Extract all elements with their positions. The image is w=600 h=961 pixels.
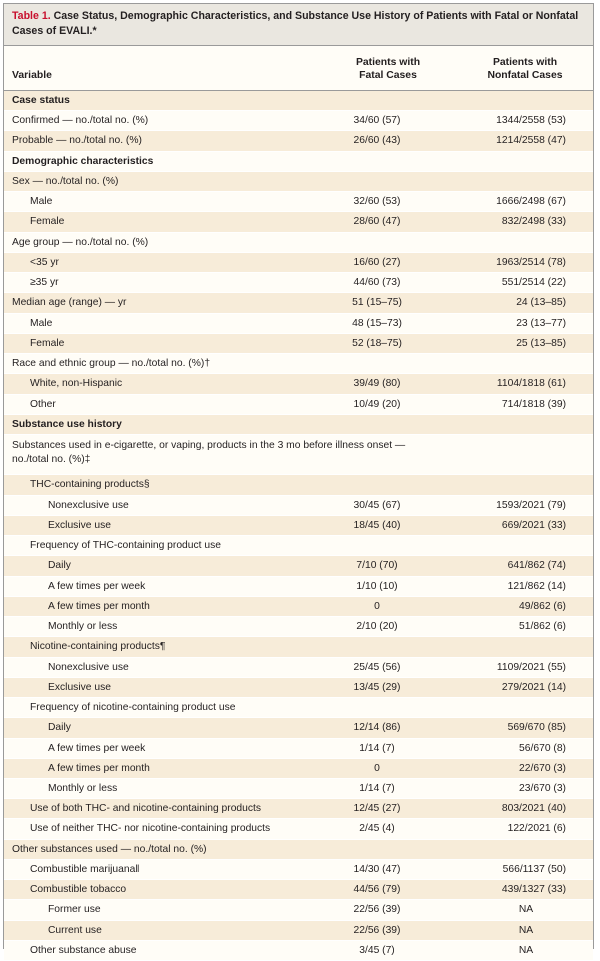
row-nonfatal-value: NA	[518, 904, 534, 916]
row-variable: Substances used in e-cigarette, or vaping, products in the 3 mo before illness onset — no./total no. (%)‡	[12, 439, 406, 465]
row-fatal-value: 22/56 (39)	[353, 924, 401, 936]
table-row	[4, 233, 593, 253]
table-row	[4, 698, 593, 718]
table-row	[4, 860, 593, 880]
table-row	[4, 779, 593, 799]
table-row	[4, 354, 593, 374]
row-variable: Case status	[12, 95, 70, 106]
row-nonfatal-value: 832/2498 (33)	[501, 216, 566, 228]
row-variable: A few times per month	[48, 762, 150, 774]
row-variable: Confirmed — no./total no. (%)	[12, 115, 149, 127]
table-row	[4, 597, 593, 617]
row-fatal-value: 1/14 (7)	[359, 782, 395, 794]
table-row	[4, 739, 593, 759]
table-row	[4, 819, 593, 839]
row-nonfatal-value: 569/670 (85)	[507, 722, 566, 734]
row-fatal-value: 7/10 (70)	[356, 560, 398, 572]
table-row	[4, 293, 593, 313]
table-row	[4, 475, 593, 495]
row-variable: Monthly or less	[48, 782, 118, 794]
row-variable: Frequency of THC-containing product use	[30, 540, 221, 552]
row-variable: Combustible tobacco	[30, 884, 127, 896]
table-row	[4, 840, 593, 860]
row-nonfatal-value: 122/2021 (6)	[507, 823, 566, 835]
row-variable: Exclusive use	[48, 519, 111, 531]
row-variable: Daily	[48, 560, 71, 572]
row-nonfatal-value: NA	[518, 944, 534, 956]
row-fatal-value: 12/14 (86)	[353, 722, 401, 734]
header-fatal-line2: Fatal Cases	[359, 69, 417, 81]
row-nonfatal-value: 1104/1818 (61)	[496, 378, 566, 390]
row-variable: Use of neither THC- nor nicotine-containing products	[30, 823, 271, 835]
table-label: Table 1.	[12, 10, 51, 22]
row-variable: Race and ethnic group — no./total no. (%)†	[12, 358, 211, 370]
row-variable: A few times per month	[48, 600, 150, 612]
row-fatal-value: 12/45 (27)	[353, 803, 401, 815]
row-fatal-value: 32/60 (53)	[353, 196, 401, 208]
row-nonfatal-value: 1344/2558 (53)	[496, 115, 566, 127]
row-nonfatal-value: 1666/2498 (67)	[496, 196, 566, 208]
row-fatal-value: 13/45 (29)	[353, 681, 401, 693]
row-variable: Former use	[48, 904, 101, 916]
row-nonfatal-value: 23/670 (3)	[519, 782, 566, 794]
row-fatal-value: 34/60 (57)	[353, 115, 401, 127]
table-row	[4, 415, 593, 435]
table-row	[4, 152, 593, 172]
row-variable: THC-containing products§	[30, 479, 150, 491]
table-frame	[3, 3, 594, 956]
table-body	[4, 91, 593, 961]
row-variable: Nonexclusive use	[48, 661, 129, 673]
row-variable: Other	[30, 398, 56, 410]
header-nonfatal-line2: Nonfatal Cases	[487, 69, 563, 81]
table-row	[4, 192, 593, 212]
row-nonfatal-value: 566/1137 (50)	[502, 863, 566, 875]
row-fatal-value: 48 (15–73)	[352, 317, 402, 329]
row-variable: Median age (range) — yr	[12, 297, 127, 309]
row-variable: Nonexclusive use	[48, 499, 129, 511]
table-row	[4, 374, 593, 394]
table-row	[4, 577, 593, 597]
row-nonfatal-value: 551/2514 (22)	[501, 277, 566, 289]
row-fatal-value: 16/60 (27)	[353, 256, 401, 268]
header-variable: Variable	[12, 70, 52, 81]
table-row	[4, 880, 593, 900]
row-nonfatal-value: 669/2021 (33)	[501, 519, 566, 531]
row-variable: Female	[30, 337, 65, 349]
row-fatal-value: 28/60 (47)	[353, 216, 401, 228]
table-row	[4, 314, 593, 334]
row-nonfatal-value: 641/862 (74)	[507, 560, 566, 572]
row-nonfatal-value: NA	[518, 924, 534, 936]
table-row	[4, 658, 593, 678]
table-caption: Case Status, Demographic Characteristics, and Substance Use History of Patients with Fatal or Nonfatal Cases of EVALI.*	[12, 10, 579, 37]
table-row	[4, 91, 593, 111]
header-nonfatal	[465, 57, 585, 82]
row-fatal-value: 0	[374, 762, 380, 774]
table-row	[4, 172, 593, 192]
row-fatal-value: 44/56 (79)	[353, 884, 401, 896]
table-row	[4, 395, 593, 415]
row-variable: Frequency of nicotine-containing product use	[30, 702, 236, 714]
row-fatal-value: 10/49 (20)	[353, 398, 401, 410]
table-row	[4, 536, 593, 556]
row-variable: Other substance abuse	[30, 944, 137, 956]
row-nonfatal-value: 439/1327 (33)	[501, 884, 566, 896]
row-variable: Age group — no./total no. (%)	[12, 236, 149, 248]
row-variable: A few times per week	[48, 742, 146, 754]
row-fatal-value: 30/45 (67)	[353, 499, 401, 511]
table-row	[4, 900, 593, 920]
header-fatal-line1: Patients with	[355, 57, 421, 68]
row-nonfatal-value: 56/670 (8)	[519, 742, 566, 754]
table-row	[4, 516, 593, 536]
table-row	[4, 759, 593, 779]
row-variable: <35 yr	[30, 256, 59, 268]
table-header	[4, 47, 593, 91]
row-fatal-value: 22/56 (39)	[353, 904, 401, 916]
row-fatal-value: 39/49 (80)	[353, 378, 401, 390]
row-nonfatal-value: 1109/2021 (55)	[496, 661, 566, 673]
row-variable: Daily	[48, 722, 71, 734]
row-nonfatal-value: 279/2021 (14)	[501, 681, 566, 693]
table-row	[4, 131, 593, 151]
header-fatal	[328, 57, 448, 82]
row-variable: A few times per week	[48, 580, 146, 592]
row-variable: Demographic characteristics	[12, 155, 154, 167]
row-nonfatal-value: 121/862 (14)	[507, 580, 566, 592]
row-nonfatal-value: 1593/2021 (79)	[496, 499, 566, 511]
row-nonfatal-value: 51/862 (6)	[519, 621, 566, 633]
row-nonfatal-value: 49/862 (6)	[519, 600, 566, 612]
row-nonfatal-value: 714/1818 (39)	[501, 398, 566, 410]
row-variable: Sex — no./total no. (%)	[12, 175, 119, 187]
row-variable: Probable — no./total no. (%)	[12, 135, 142, 147]
table-row	[4, 921, 593, 941]
header-nonfatal-line1: Patients with	[492, 57, 558, 68]
table-title	[4, 4, 593, 46]
table-row	[4, 496, 593, 516]
table-row	[4, 253, 593, 273]
table-row	[4, 637, 593, 657]
row-variable: Combustible marijuana‖	[30, 863, 140, 875]
row-fatal-value: 51 (15–75)	[352, 297, 402, 309]
row-nonfatal-value: 1214/2558 (47)	[496, 135, 566, 147]
table-row	[4, 718, 593, 738]
row-variable: Male	[30, 317, 53, 329]
row-variable: Monthly or less	[48, 621, 118, 633]
row-fatal-value: 2/45 (4)	[359, 823, 395, 835]
row-fatal-value: 26/60 (43)	[353, 135, 401, 147]
table-row	[4, 799, 593, 819]
row-fatal-value: 2/10 (20)	[356, 621, 398, 633]
row-fatal-value: 1/14 (7)	[359, 742, 395, 754]
row-nonfatal-value: 22/670 (3)	[519, 762, 566, 774]
row-nonfatal-value: 803/2021 (40)	[501, 803, 566, 815]
row-fatal-value: 52 (18–75)	[352, 337, 402, 349]
table-row	[4, 556, 593, 576]
row-fatal-value: 14/30 (47)	[353, 863, 401, 875]
row-fatal-value: 0	[374, 600, 380, 612]
row-variable: Exclusive use	[48, 681, 111, 693]
table-row	[4, 435, 593, 475]
table-row	[4, 111, 593, 131]
row-nonfatal-value: 24 (13–85)	[516, 297, 566, 309]
row-variable: White, non-Hispanic	[30, 378, 123, 390]
row-variable: ≥35 yr	[30, 277, 59, 289]
row-variable: Current use	[48, 924, 102, 936]
table-row	[4, 212, 593, 232]
row-fatal-value: 18/45 (40)	[353, 519, 401, 531]
row-nonfatal-value: 1963/2514 (78)	[496, 256, 566, 268]
table-row	[4, 334, 593, 354]
row-variable: Substance use history	[12, 418, 122, 430]
row-variable: Female	[30, 216, 65, 228]
row-fatal-value: 3/45 (7)	[359, 944, 395, 956]
table-row	[4, 617, 593, 637]
row-variable: Male	[30, 196, 53, 208]
row-nonfatal-value: 25 (13–85)	[516, 337, 566, 349]
table-row	[4, 678, 593, 698]
row-variable: Other substances used — no./total no. (%)	[12, 843, 207, 855]
row-nonfatal-value: 23 (13–77)	[516, 317, 566, 329]
row-fatal-value: 1/10 (10)	[356, 580, 398, 592]
row-variable: Nicotine-containing products¶	[30, 641, 166, 653]
row-variable: Use of both THC- and nicotine-containing products	[30, 803, 262, 815]
table-row	[4, 941, 593, 961]
row-fatal-value: 44/60 (73)	[353, 277, 401, 289]
table-row	[4, 273, 593, 293]
row-fatal-value: 25/45 (56)	[353, 661, 401, 673]
